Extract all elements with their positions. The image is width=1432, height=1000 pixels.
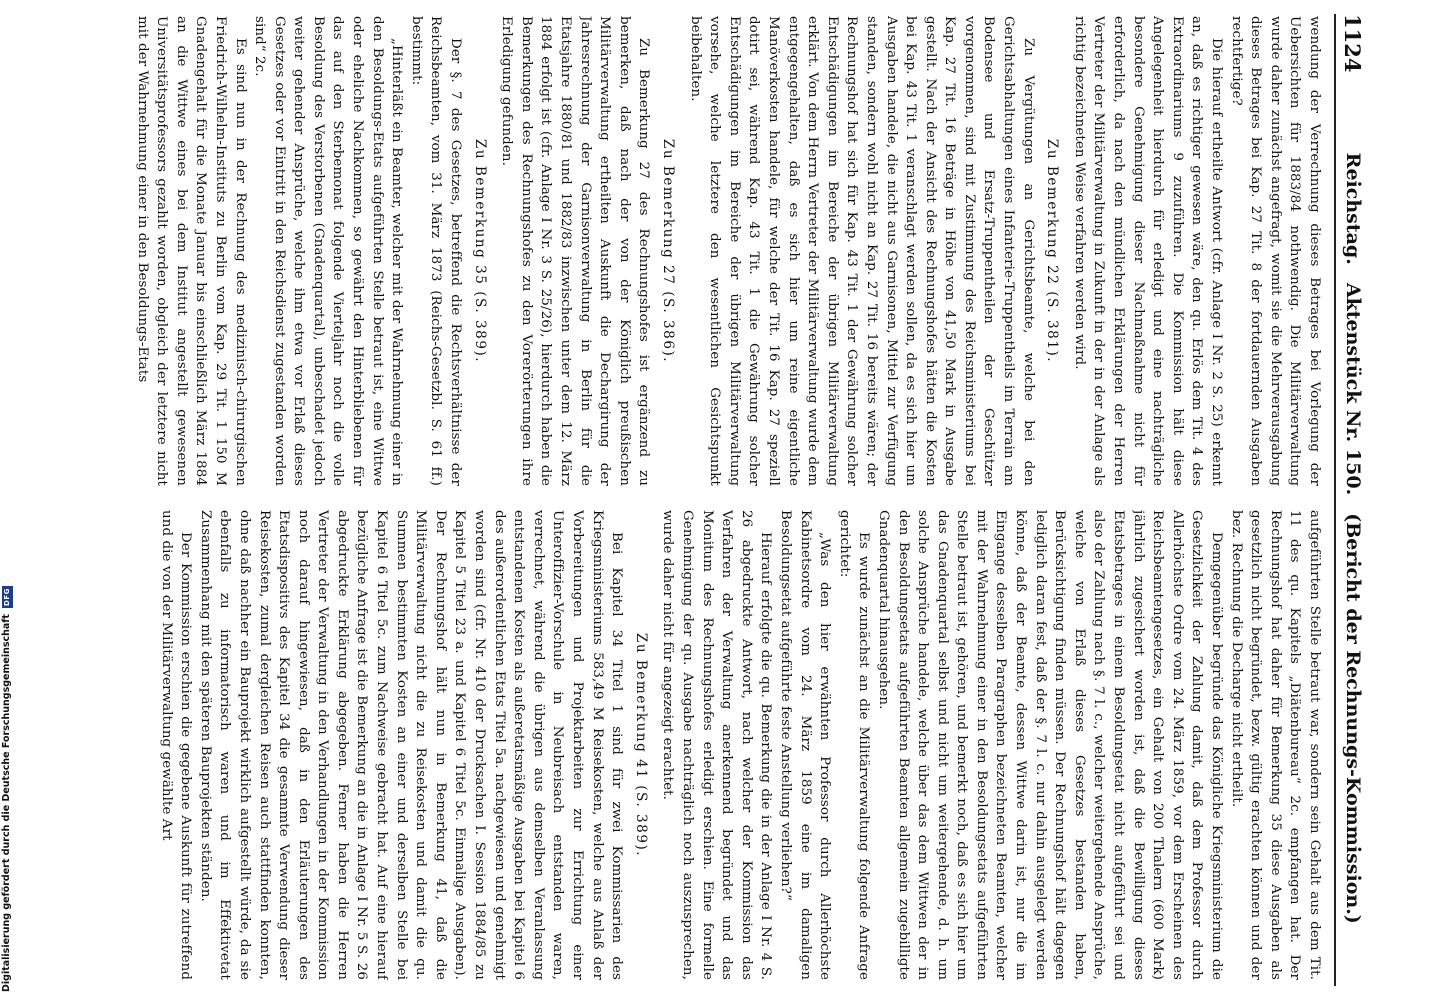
section-heading: Zu Bemerkung 35 (S. 389). xyxy=(471,138,488,364)
document-number: Aktenstück Nr. 150. xyxy=(1342,282,1364,496)
paragraph: Es sind nun in der Rechnung des medizinisch-chirurgischen Friedrich-Wilhelm-Instituts zu Berlin vom Kap. 29 Tit. 1 150 M Gnadengehalt für die Monate Januar bis einschließlich März 1884 an die Wittwe eines bei dem Institut angestellt gewesenen Universitätsprofessors gezahlt worden, obgleich der letztere nicht mit der Wahrnehmung einer in den Besoldungs-Etats xyxy=(134,16,248,486)
digitization-note: Digitalisierung gefördert durch die Deutsche Forschungsgemeinschaft xyxy=(1,614,12,992)
paragraph: Zu Vergütungen an Gerichtsbeamte, welche bei den Gerichtsabhaltungen eines Infanterie-Truppentheils im Terrain am Bodensee und Ersatz-Truppentheilen der Geschützer vorgenommen, sind mit Zustimmung des Reichsministeriums bei Kap. 27 Tit. 16 Beträge in Höhe von 41,50 Mark in Ausgabe gestellt. Nach der Ansicht des Rechnungshofes hätten die Kosten bei Kap. 43 Tit. 1 veranschlagt werden sollen, da es sich hier um Ausgaben handele, die nicht aus Garnisonen, Mittel zur Verfügung standen, sondern wohl nicht an Kap. 27 Tit. 16 bereits wären; der Rechnungshof hat sich für Kap. 43 Tit. 1 der Gewährung solcher Entschädigungen im Bereiche der übrigen Militärverwaltung erklärt. Von dem Herrn Vertreter der Militärverwaltung wurde dem entgegengehalten, daß es sich hier um reine eigentliche Manöverkosten handele, für welche der Tit. 16 Kap. 27 speziell dotirt sei, während Kap. 43 Tit. 1 die Gewährung solcher Entschädigungen im Bereiche der übrigen Militärverwaltung vorsehe, welche letztere den wesentlichen Gesichtspunkt beibehalten. xyxy=(687,16,1036,486)
page-header xyxy=(1334,14,1370,986)
paragraph: „Hinterläßt ein Beamter, welcher mit der Wahrnehmung einer in den Besoldungs-Etats aufgeführten Stelle betraut ist, eine Wittwe oder eheliche Nachkommen, so gewährt den Hinterbliebenen für das auf den Sterbemonat folgende Vierteljahr noch die volle Besoldung des Verstorbenen (Gnadenquartal), unbeschadet jedoch weiter gehender Ansprüche, welche ihm etwa vor Erlaß dieses Gesetzes oder vor Eintritt in den Reichsdienst zugestanden worden sind“ 2c. xyxy=(252,16,405,486)
paragraph: wendung der Verrechnung dieses Betrages bei Vorlegung der Uebersichten für 1883/84 nothwendig. Die Militärverwaltung wurde daher zunächst angefragt, womit sie die Mehrverausgabung dieses Betrages bei Kap. 27 Tit. 8 der fortdauernden Ausgaben rechtfertige? xyxy=(1228,16,1322,486)
section-heading: Zu Bemerkung 22 (S. 381). xyxy=(1044,138,1061,364)
paragraph: „Was den hier erwähnten Professor durch Allerhöchste Kabinetsordre vom 24. März 1859 eine im damaligen Besoldungsetat aufgeführte feste Anstellung verliehen?“ xyxy=(777,510,833,980)
commission-title: (Bericht der Rechnungs-Kommission.) xyxy=(1342,513,1364,924)
paragraph: aufgeführten Stelle betraut war, sondern sein Gehalt aus dem Tit. 11 des qu. Kapitels „Diätenbureau“ 2c. empfangen hat. Der Rechnungshof hat daher für Bemerkung 35 diese Ausgaben als gesetzlich nicht begründet, bezw. gültig erachten können und der bez. Rechnung die Decharge nicht ertheilt. xyxy=(1228,510,1322,980)
paragraph: Zu Bemerkung 27 des Rechnungshofes ist ergänzend zu bemerken, daß nach der von der Königlich preußischen Militärverwaltung ertheilten Auskunft die Dechargirung der Jahresrechnung der Garnisonverwaltung in Berlin für die Etatsjahre 1880/81 und 1882/83 inzwischen unter dem 12. März 1884 erfolgt ist (cfr. Anlage I Nr. 3 S. 25/26), hierdurch haben die Bemerkungen des Rechnungshofes zu den Vorerörterungen ihre Erledigung gefunden. xyxy=(499,16,652,486)
paragraph: Der §. 7 des Gesetzes, betreffend die Rechtsverhältnisse der Reichsbeamten, vom 31. März 1873 (Reichs-Gesetzbl. S. 61 ff.) bestimmt: xyxy=(408,16,464,486)
paragraph: Demgegenüber begründe das Königliche Kriegsministerium die Gesetzlichkeit der Zahlung damit, daß dem Professor durch Allerhöchste Ordre vom 24. März 1859, vor dem Erscheinen des Reichsbeamtengesetzes, ein Gehalt von 200 Thalern (600 Mark) jährlich zugesichert worden ist, daß die Bewilligung dieses Etatsbetrages in einem Besoldungsetat nicht aufgeführt sei und also der Zahlung nach §. 7 l. c., welcher weitergehende Ansprüche, welche von Erlaß dieses Gesetzes bestanden haben, Berücksichtigung finden müssen. Der Rechnungshof hält dagegen lediglich daran fest, daß der §. 7 l. c. nur dahin ausgelegt werden könne, daß der Beamte, dessen Wittwe darin ist, nur die im Eingange desselben Paragraphen bezeichneten Beamten, welcher mit der Wahrnehmung einer in den Besoldungsetats aufgeführten Stelle betraut ist, gehören, und bemerkt noch, daß es sich hier um das Gnadenquartal selbst und nicht um weitergehende, d. h. um solche Ansprüche handele, welche über das dem Wittwen der in den Besoldungsetats aufgeführten Beamten allgemein zugebilligte Gnadenquartal hinausgehen. xyxy=(875,510,1225,980)
section-heading: Zu Bemerkung 41 (S. 389). xyxy=(632,632,649,858)
paragraph: Bei Kapitel 34 Titel 1 sind für zwei Kommissarien des Kriegsministeriums 583,49 M Reisekosten, welche aus Anlaß der Vorbereitungen und Projektarbeiten zur Errichtung einer Unteroffizier-Vorschule in Neubreisach entstanden waren, verrechnet, während die übrigen aus demselben Veranlassung entstandenen Kosten als außeretatsmäßige Ausgaben bei Kapitel 6 des außerordentlichen Etats Titel 5a. nachgewiesen und genehmigt worden sind (cfr. Nr. 410 der Drucksachen I. Session 1884/85 zu Kapitel 5 Titel 23 a. und Kapitel 6 Titel 5c. Einmalige Ausgaben). Der Rechnungshof hält nun in Bemerkung 41, daß die Militärverwaltung nicht die zu Reisekosten und damit die qu. Summen bestimmten Kosten an einer und derselben Stelle bei Kapitel 6 Titel 5c. zum Nachweise gebracht hat. Auf eine hierauf bezügliche Anfrage ist die Bemerkung an die in Anlage I Nr. 5 S. 26 abgedruckte Erklärung abgegeben. Ferner haben die Herren Vertreter der Verwaltung in den Verhandlungen in der Kommission noch darauf hingewiesen, daß in den Erläuterungen des Etatsdispositivs des Kapitel 34 die gesammte Verwendung dieser Reisekosten, zumal dergleichen Reisen auch stattfinden konnten, ohne daß nachher ein Bauprojekt wirklich aufgestellt würde, da sie ebenfalls zu informatorisch waren und im Effektivetat Zusammenhang mit den späteren Bauprojekten ständen. xyxy=(197,510,625,980)
left-column xyxy=(22,16,1324,486)
paragraph: Es wurde zunächst an die Militärverwaltung folgende Anfrage gerichtet: xyxy=(836,510,872,980)
page-number: 1124 xyxy=(1340,14,1366,73)
paragraph: Die hierauf ertheilte Antwort (cfr. Anlage I Nr. 2 S. 25) erkennt an, daß es richtiger gewesen wäre, den qu. Erlös dem Tit. 4 des Extraordinariums 9 zuzuführen. Die Kommission hält diese Angelegenheit hierdurch für erledigt und eine nachträgliche besondere Genehmigung dieser Nachmaßnahme nicht für erforderlich, da nach den mündlichen Erklärungen der Herren Vertreter der Militärverwaltung in Zukunft in der in der Anlage als richtig bezeichneten Weise verfahren werden wird. xyxy=(1071,16,1225,486)
right-column xyxy=(22,510,1324,980)
publication-name: Reichstag. xyxy=(1342,152,1364,265)
digitization-strip xyxy=(0,0,14,1000)
paragraph: Der Kommission erschien die gegebene Auskunft für zutreffend und die von der Militärverwaltung gewählte Art xyxy=(158,510,194,980)
section-heading: Zu Bemerkung 27 (S. 386). xyxy=(660,138,676,364)
paragraph: Hierauf erfolgte die qu. Bemerkung die in der Anlage I Nr. 4 S. 26 abgedruckte Antwort, nach welcher der Kommission das Verfahren der Verwaltung anerkennend begründet und das Monitum des Rechnungshofes erledigt erschien. Eine formelle Genehmigung der qu. Ausgabe nachträglich noch auszusprechen, wurde daher nicht für angezeigt erachtet. xyxy=(660,510,774,980)
dfg-logo-icon: DFG xyxy=(2,586,13,608)
